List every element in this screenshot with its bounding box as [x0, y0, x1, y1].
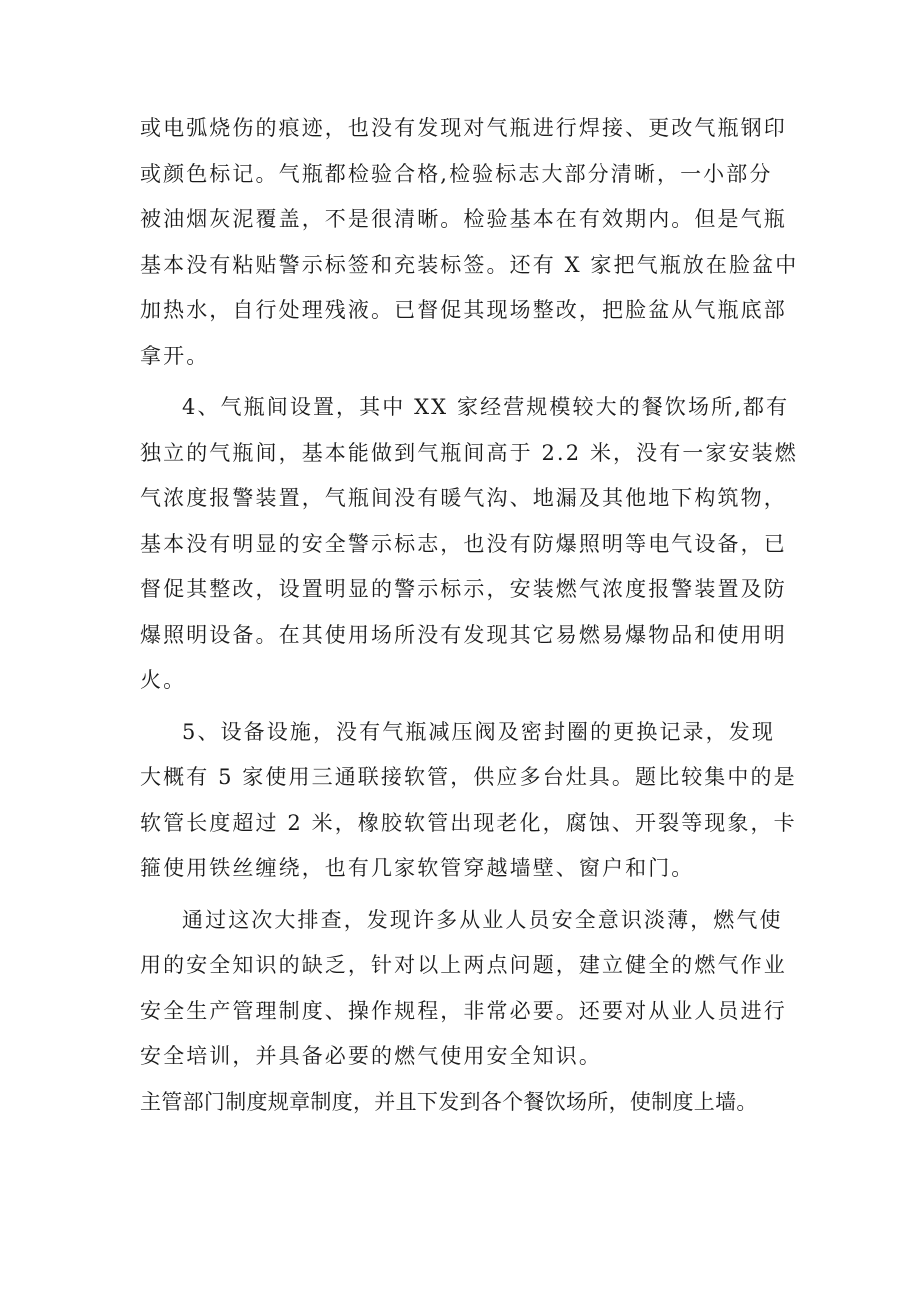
- text-line: 基本没有明显的安全警示标志，也没有防爆照明等电气设备，已: [140, 531, 787, 556]
- text-line: 安全培训，并具备必要的燃气使用安全知识。: [140, 1044, 602, 1068]
- text-line: 加热水，自行处理残液。已督促其现场整改，把脸盆从气瓶底部: [140, 298, 787, 322]
- paragraph-gas-cylinder-inspection: [140, 106, 799, 379]
- text-line: 通过这次大排查，发现许多从业人员安全意识淡薄，燃气使: [182, 907, 783, 932]
- paragraph-equipment-facilities: [140, 710, 797, 892]
- text-line: 督促其整改，设置明显的警示标示，安装燃气浓度报警装置及防: [140, 577, 787, 601]
- text-line: 安全生产管理制度、操作规程，非常必要。还要对从业人员进行: [140, 998, 787, 1023]
- text-line: 或电弧烧伤的痕迹，也没有发现对气瓶进行焊接、更改气瓶钢印: [140, 116, 787, 140]
- text-line: 用的安全知识的缺乏，针对以上两点问题，建立健全的燃气作业: [140, 953, 787, 977]
- document-body: [140, 106, 799, 1125]
- paragraph-management-rules: [140, 1080, 790, 1126]
- text-line: 软管长度超过 2 米，橡胶软管出现老化，腐蚀、开裂等现象，卡: [140, 810, 797, 835]
- text-line: 箍使用铁丝缠绕，也有几家软管穿越墙壁、窗户和门。: [140, 856, 695, 880]
- text-line: 4、气瓶间设置，其中 XX 家经营规模较大的餐饮场所,都有: [182, 395, 790, 419]
- text-line: 5、设备设施，没有气瓶减压阀及密封圈的更换记录，发现: [182, 719, 775, 744]
- text-line: 气浓度报警装置，气瓶间没有暖气沟、地漏及其他地下构筑物，: [140, 486, 787, 510]
- text-line: 被油烟灰泥覆盖，不是很清晰。检验基本在有效期内。但是气瓶: [140, 207, 787, 231]
- text-line: 独立的气瓶间，基本能做到气瓶间高于 2.2 米，没有一家安装燃: [140, 440, 798, 465]
- text-line: 主管部门制度规章制度，并且下发到各个餐饮场所，使制度上墙。: [140, 1089, 758, 1114]
- text-line: 拿开。: [140, 343, 210, 368]
- text-line: 基本没有粘贴警示标签和充装标签。还有 X 家把气瓶放在脸盆中: [140, 252, 799, 277]
- text-line: 爆照明设备。在其使用场所没有发现其它易燃易爆物品和使用明: [140, 622, 787, 647]
- text-line: 大概有 5 家使用三通联接软管，供应多台灶具。题比较集中的是: [140, 765, 797, 789]
- text-line: 或颜色标记。气瓶都检验合格,检验标志大部分清晰，一小部分: [140, 161, 773, 186]
- paragraph-investigation-conclusion: [140, 898, 790, 1080]
- text-line: 火。: [140, 668, 187, 692]
- paragraph-cylinder-room-setup: [140, 385, 798, 704]
